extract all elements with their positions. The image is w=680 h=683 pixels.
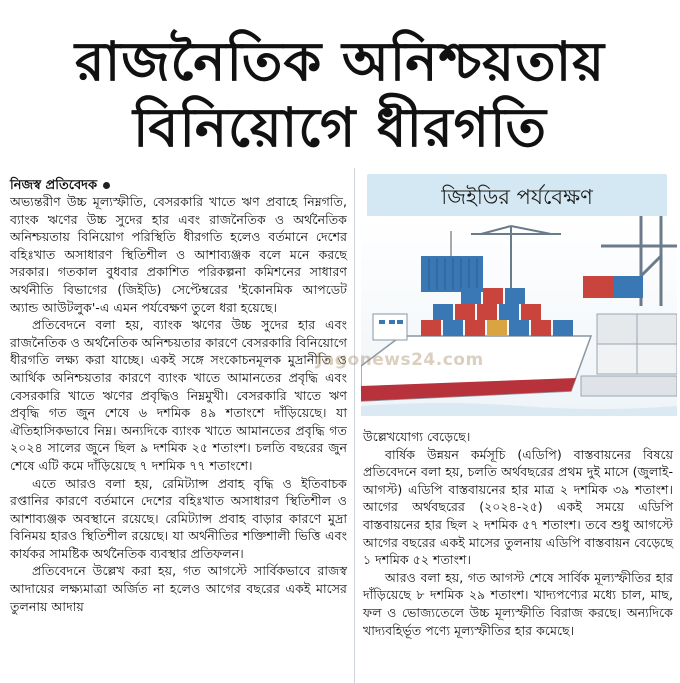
headline [0, 28, 680, 160]
article-paragraph-1: অভ্যন্তরীণ উচ্চ মূল্যস্ফীতি, বেসরকারি খাতে ঋণ প্রবাহে নিম্নগতি, ব্যাংক ঋণের উচ্চ সুদের হার এবং রাজনৈতিক ও অর্থনৈতিক অনিশ্চয়তায় বিনিয়োগ পরিস্থিতি ধীরগতি হলেও বর্তমানে দেশের বহিঃখাত অসাধারণ স্থিতিশীল ও আশাব্যঞ্জক বলে মনে করছে সরকার। গতকাল বুধবার প্রকাশিত পরিকল্পনা কমিশনের সাধারণ অর্থনীতি বিভাগের (জিইডি) সেপ্টেম্বরের 'ইকোনমিক আপডেট অ্যান্ড আউটলুক'-এ এমন পর্যবেক্ষণ তুলে ধরা হয়েছে। [10, 194, 347, 315]
article-right-paragraph-2: বার্ষিক উন্নয়ন কর্মসূচি (এডিপি) বাস্তবায়নের বিষয়ে প্রতিবেদনে বলা হয়, চলতি অর্থবছরের প্রথম দুই মাসে (জুলাই-আগস্ট) এডিপি বাস্তবায়নের হার মাত্র ২ দশমিক ৩৯ শতাংশ। আগের অর্থবছরের (২০২৪-২৫) একই সময়ে এডিপি বাস্তবায়নের হার ছিল ২ দশমিক ৫৭ শতাংশ। তবে শুধু আগস্টে আগের বছরের একই মাসের তুলনায় এডিপি বাস্তবায়ন বেড়েছে ১ দশমিক ৫২ শতাংশ। [363, 446, 673, 568]
infobox [361, 168, 677, 416]
byline-text: নিজস্ব প্রতিবেদক [10, 178, 98, 193]
article-right-paragraph-3: আরও বলা হয়, গত আগস্ট শেষে সার্বিক মূল্যস্ফীতির হার দাঁড়িয়েছে ৮ দশমিক ২৯ শতাংশ। খাদ্যপণ্যের মধ্যে চাল, মাছ, ফল ও ভোজ্যতেলে উচ্চ মূল্যস্ফীতি বিরাজ করছে। অন্যদিকে খাদ্যবহির্ভূত পণ্যে মূল্যস্ফীতির হার কমেছে। [363, 569, 673, 638]
headline-line-1: রাজনৈতিক অনিশ্চয়তায় [74, 29, 606, 93]
article-right-paragraph-1: উল্লেখযোগ্য বেড়েছে। [363, 429, 471, 444]
article-paragraph-2: প্রতিবেদনে বলা হয়, ব্যাংক ঋণের উচ্চ সুদের হার এবং রাজনৈতিক ও অর্থনৈতিক অনিশ্চয়তার কারণে বেসরকারি বিনিয়োগে ধীরগতি লক্ষ্য করা যাচ্ছে। একই সঙ্গে সংকোচনমূলক মুদ্রানীতি ও আর্থিক অনিশ্চয়তার কারণে ব্যাংক খাতে আমানতের প্রবৃদ্ধি এবং বেসরকারি খাতে ঋণের প্রবৃদ্ধিও নিম্নমুখী। বেসরকারি খাতে ঋণ প্রবৃদ্ধি গত জুন শেষে ৬ দশমিক ৪৯ শতাংশে দাঁড়িয়েছে। যা ঐতিহাসিকভাবে নিম্ন। অন্যদিকে ব্যাংক খাতে আমানতের প্রবৃদ্ধি গত ২০২৪ সালের জুনে ছিল ৯ দশমিক ২৫ শতাংশ। চলতি বছরের জুন শেষে এটি কমে দাঁড়িয়েছে ৭ দশমিক ৭৭ শতাংশে। [10, 317, 347, 473]
column-divider [354, 168, 355, 683]
cargo-ship-illustration [361, 216, 677, 416]
infobox-title: জিইডির পর্যবেক্ষণ [367, 174, 667, 220]
byline-bullet-icon [103, 182, 110, 189]
watermark: Jagonews24.com [316, 350, 484, 370]
headline-line-2: বিনিয়োগে ধীরগতি [132, 95, 547, 159]
article-right-column [363, 428, 673, 639]
article-paragraph-4: প্রতিবেদনে উল্লেখ করা হয়, গত আগস্টে সার্বিকভাবে রাজস্ব আদায়ের লক্ষ্যমাত্রা অর্জিত না হলেও আগের বছরের একই মাসের তুলনায় আদায় [10, 563, 347, 614]
article-paragraph-3: এতে আরও বলা হয়, রেমিট্যান্স প্রবাহ বৃদ্ধি ও ইতিবাচক রপ্তানির কারণে বর্তমানে দেশের বহিঃখাত অসাধারণ স্থিতিশীল ও আশাব্যঞ্জক অবস্থানে রয়েছে। রেমিট্যান্স প্রবাহ বাড়ার কারণে মুদ্রা বিনিময় হারও স্থিতিশীল রয়েছে। যা অর্থনীতির শক্তিশালী ভিত্তি এবং কার্যকর সামষ্টিক অর্থনৈতিক ব্যবস্থার প্রতিফলন। [10, 475, 347, 561]
top-strip [0, 0, 680, 8]
article-left-column [10, 193, 347, 615]
